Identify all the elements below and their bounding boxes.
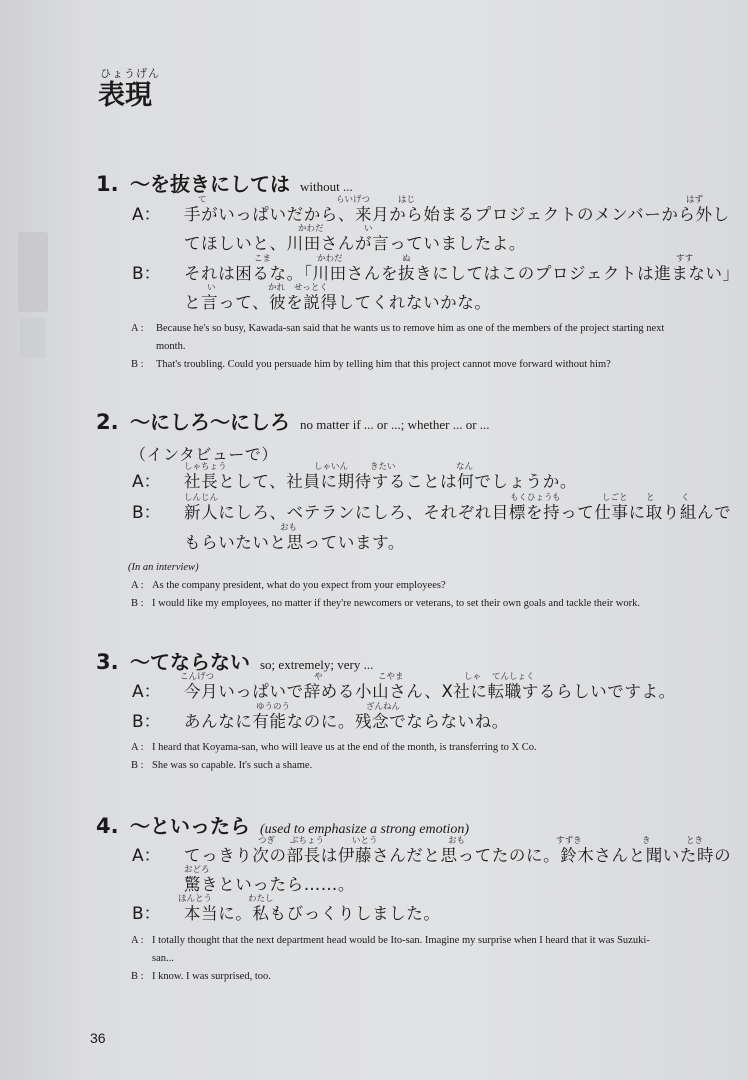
- japanese-text: もらいたいと思っています。: [184, 533, 405, 552]
- furigana: ほんとう: [178, 894, 213, 904]
- japanese-text: 本当に。私もびっくりしました。: [184, 904, 441, 923]
- english-text: That's troubling. Could you persuade him by telling him that this project cannot move forward without him?: [156, 359, 611, 370]
- furigana: はじ: [398, 195, 416, 205]
- japanese-text: 驚きといったら……。: [184, 875, 355, 894]
- grammar-pattern: 〜といったら: [130, 814, 250, 838]
- speaker-label: A：: [132, 205, 161, 225]
- context-label: （インタビューで）: [130, 445, 278, 464]
- japanese-text: と言って、彼を説得してくれないかな。: [184, 293, 492, 312]
- english-text: I would like my employees, no matter if they're newcomers or veterans, to set their own goals and tackle their work.: [152, 598, 640, 609]
- furigana: しんじん: [184, 493, 219, 503]
- english-text: san...: [152, 953, 174, 964]
- title-text: 表現: [98, 80, 152, 111]
- speaker-label: A：: [132, 472, 161, 492]
- english-gloss: without ...: [300, 179, 353, 194]
- japanese-text: それは困るな。「川田さんを抜きにしてはこのプロジェクトは進まない」: [184, 264, 740, 283]
- furigana: かれ: [268, 283, 286, 293]
- section-heading: [96, 646, 716, 675]
- speaker-label: A :: [131, 580, 144, 591]
- section-number: 2.: [96, 410, 119, 434]
- furigana: おも: [448, 836, 466, 846]
- furigana: ぬ: [402, 254, 411, 264]
- section-number: 3.: [96, 650, 119, 674]
- japanese-text: 社長として、社員に期待することは何でしょうか。: [184, 472, 577, 491]
- japanese-text: あんなに有能なのに。残念でならないね。: [184, 712, 509, 731]
- furigana: こやま: [378, 672, 404, 682]
- grammar-pattern: 〜を抜きにしては: [130, 172, 290, 196]
- speaker-label: A：: [132, 846, 161, 866]
- english-text: I totally thought that the next department head would be Ito-san. Imagine my surprise when I heard that it was Suzuki-: [152, 935, 650, 946]
- furigana: しごと: [602, 493, 628, 503]
- page-title: [98, 68, 160, 112]
- expression-section-2: [96, 406, 716, 435]
- furigana: わたし: [248, 894, 274, 904]
- furigana: おも: [280, 523, 298, 533]
- furigana: せっとく: [294, 283, 328, 293]
- speaker-label: B :: [131, 971, 144, 982]
- page-number: 36: [90, 1030, 106, 1046]
- japanese-text: 手がいっぱいだから、来月から始まるプロジェクトのメンバーから外し: [184, 205, 730, 224]
- furigana: しゃ: [464, 672, 482, 682]
- furigana: い: [207, 283, 216, 293]
- furigana: しゃいん: [314, 462, 349, 472]
- english-text: Because he's so busy, Kawada-san said that he wants us to remove him as one of the members of the project starting next: [156, 323, 665, 334]
- english-gloss: (used to emphasize a strong emotion): [260, 822, 470, 837]
- furigana: らいげつ: [336, 195, 371, 205]
- furigana: かわだ: [298, 224, 324, 234]
- grammar-pattern: 〜てならない: [130, 650, 250, 674]
- japanese-text: 今月いっぱいで辞める小山さん、X社に転職するらしいですよ。: [184, 682, 676, 701]
- furigana: なん: [456, 462, 474, 472]
- speaker-label: B :: [131, 760, 144, 771]
- furigana: ぶちょう: [290, 836, 325, 846]
- context-translation: (In an interview): [128, 562, 199, 573]
- speaker-label: B：: [132, 503, 161, 523]
- english-text: I heard that Koyama-san, who will leave us at the end of the month, is transferring to X Co.: [152, 742, 537, 753]
- japanese-text: てっきり次の部長は伊藤さんだと思ってたのに。鈴木さんと聞いた時の: [184, 846, 732, 865]
- title-furigana: ひょうげん: [100, 67, 160, 80]
- chapter-side-tab-secondary: [20, 318, 46, 358]
- english-text: I know. I was surprised, too.: [152, 971, 271, 982]
- furigana: とき: [686, 836, 704, 846]
- furigana: てんしょく: [492, 672, 535, 682]
- furigana: と: [646, 493, 655, 503]
- furigana: も: [552, 493, 561, 503]
- furigana: て: [198, 195, 207, 205]
- furigana: かわだ: [317, 254, 343, 264]
- furigana: ざんねん: [366, 702, 401, 712]
- furigana: い: [364, 224, 373, 234]
- section-number: 1.: [96, 172, 119, 196]
- furigana: つぎ: [258, 836, 276, 846]
- furigana: はず: [686, 195, 704, 205]
- speaker-label: B :: [131, 598, 144, 609]
- furigana: いとう: [352, 836, 378, 846]
- japanese-text: 新人にしろ、ベテランにしろ、それぞれ目標を持って仕事に取り組んで: [184, 503, 732, 522]
- speaker-label: B：: [132, 264, 161, 284]
- furigana: きたい: [370, 462, 396, 472]
- speaker-label: A :: [131, 323, 144, 334]
- speaker-label: B：: [132, 904, 161, 924]
- speaker-label: B：: [132, 712, 161, 732]
- english-text: She was so capable. It's such a shame.: [152, 760, 313, 771]
- furigana: しゃちょう: [184, 462, 227, 472]
- speaker-label: A：: [132, 682, 161, 702]
- grammar-pattern: 〜にしろ〜にしろ: [130, 410, 290, 434]
- expression-section-4: [96, 810, 716, 839]
- speaker-label: B :: [131, 359, 144, 370]
- expression-section-3: [96, 646, 716, 675]
- furigana: おどろ: [184, 865, 210, 875]
- furigana: ゆうのう: [256, 702, 291, 712]
- furigana: や: [314, 672, 323, 682]
- english-gloss: so; extremely; very ...: [260, 657, 374, 672]
- furigana: すす: [676, 254, 694, 264]
- section-number: 4.: [96, 814, 119, 838]
- english-gloss: no matter if ... or ...; whether ... or ...: [300, 417, 490, 432]
- section-heading: [96, 810, 716, 839]
- furigana: もくひょう: [510, 493, 553, 503]
- japanese-text: てほしいと、川田さんが言っていましたよ。: [184, 234, 526, 253]
- furigana: こま: [254, 254, 272, 264]
- english-text: month.: [156, 341, 186, 352]
- speaker-label: A :: [131, 742, 144, 753]
- furigana: く: [681, 493, 690, 503]
- furigana: こんげつ: [180, 672, 215, 682]
- section-heading: [96, 406, 716, 435]
- speaker-label: A :: [131, 935, 144, 946]
- section-heading: [96, 168, 716, 197]
- furigana: き: [642, 836, 651, 846]
- expression-section-1: [96, 168, 716, 197]
- furigana: すずき: [556, 836, 582, 846]
- chapter-side-tab: [18, 232, 48, 312]
- english-text: As the company president, what do you expect from your employees?: [152, 580, 446, 591]
